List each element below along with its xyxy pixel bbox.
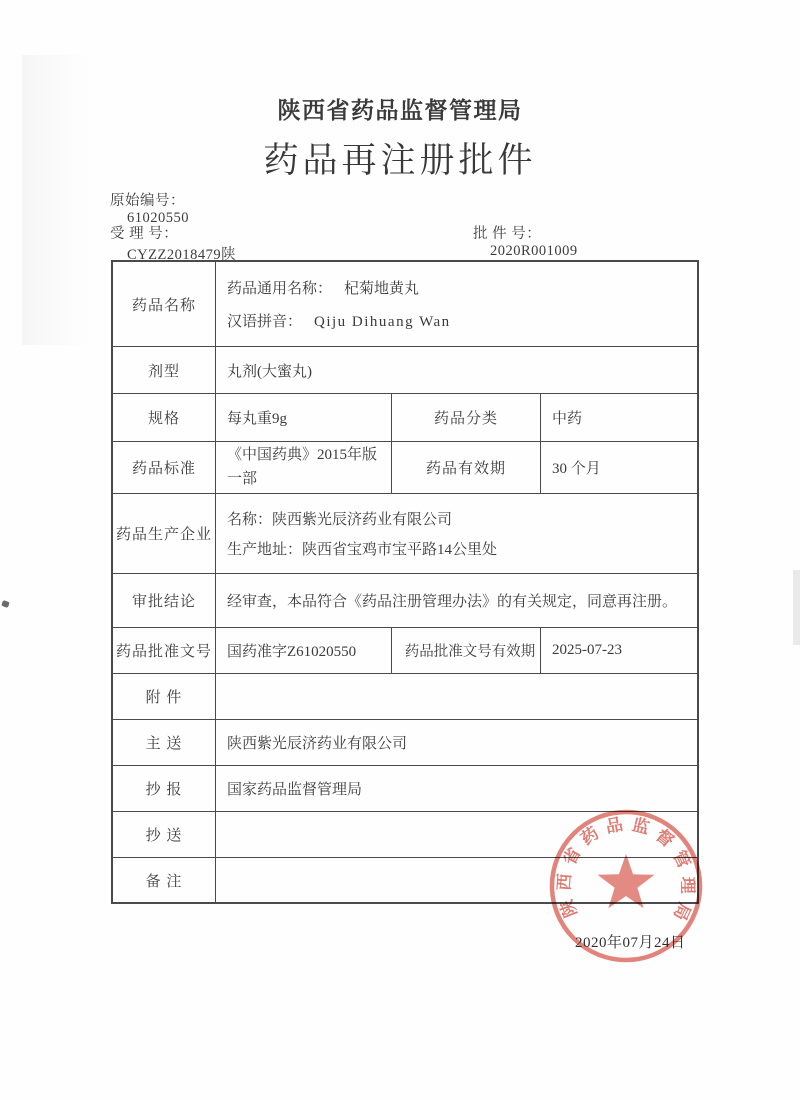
manufacturer-name-line	[227, 508, 452, 529]
pinyin-label: 汉语拼音：	[227, 313, 303, 330]
row-manufacturer-value	[216, 494, 697, 574]
row-approval-validity-label: 药品批准文号有效期	[392, 628, 541, 674]
row-spec-label: 规格	[113, 394, 216, 442]
row-conclusion-label: 审批结论	[113, 574, 216, 628]
row-standard-value	[216, 442, 392, 494]
row-main-send-label: 主 送	[113, 720, 216, 766]
row-copy-report-label: 抄 报	[113, 766, 216, 812]
scan-artifact-right	[793, 570, 800, 645]
row-copy-report-value: 国家药品监督管理局	[216, 766, 697, 812]
row-conclusion-value: 经审查，本品符合《药品注册管理办法》的有关规定，同意再注册。	[216, 574, 697, 628]
acceptance-number-label: 受 理 号：	[110, 226, 179, 242]
doc-title: 药品再注册批件	[263, 141, 537, 180]
generic-name-line	[227, 277, 419, 298]
approval-number-line	[473, 222, 584, 260]
row-main-send-value: 陕西紫光辰济药业有限公司	[216, 720, 697, 766]
pinyin-value: Qiju Dihuang Wan	[314, 313, 451, 330]
manufacturer-address-line	[227, 538, 497, 559]
original-number-value: 61020550	[127, 210, 189, 226]
approval-number-value: 2020R001009	[490, 243, 578, 259]
row-class-value: 中药	[541, 394, 697, 442]
row-spec-value: 每丸重9g	[216, 394, 392, 442]
scan-artifact-speck	[1, 600, 10, 608]
manufacturer-name-value: 陕西紫光辰济药业有限公司	[272, 511, 453, 528]
pinyin-line	[227, 310, 451, 331]
row-dosage-form-label: 剂型	[113, 347, 216, 394]
generic-name-value: 杞菊地黄丸	[344, 281, 420, 298]
row-attachment-value	[216, 674, 697, 720]
issue-date: 2020年07月24日	[575, 935, 686, 951]
official-seal-stamp	[540, 800, 720, 980]
manufacturer-address-value: 陕西省宝鸡市宝平路14公里处	[302, 542, 498, 559]
row-validity-value: 30 个月	[541, 442, 697, 494]
manufacturer-address-label: 生产地址：	[227, 542, 303, 559]
row-standard-label: 药品标准	[113, 442, 216, 494]
row-validity-label: 药品有效期	[392, 442, 541, 494]
acceptance-number-value: CYZZ2018479陕	[127, 247, 237, 263]
seal-text: 陕西省药品监督管理局	[554, 814, 698, 924]
row-drug-name-label: 药品名称	[113, 262, 216, 347]
row-approval-no-value: 国药准字Z61020550	[216, 628, 392, 674]
row-drug-name-value	[216, 262, 697, 347]
approval-number-label: 批 件 号：	[473, 226, 542, 242]
star-icon	[598, 854, 655, 908]
org-title: 陕西省药品监督管理局	[277, 97, 523, 123]
original-number-label: 原始编号：	[110, 193, 185, 209]
row-manufacturer-label: 药品生产企业	[113, 494, 216, 574]
acceptance-number-line	[110, 222, 242, 264]
manufacturer-name-label: 名称：	[227, 511, 273, 528]
standard-text: 《中国药典》2015年版一部	[227, 447, 378, 487]
row-remarks-label: 备 注	[113, 858, 216, 902]
generic-name-label: 药品通用名称：	[227, 281, 333, 298]
row-approval-no-label: 药品批准文号	[113, 628, 216, 674]
row-copy-send-label: 抄 送	[113, 812, 216, 858]
row-dosage-form-value: 丸剂(大蜜丸)	[216, 347, 697, 394]
row-attachment-label: 附 件	[113, 674, 216, 720]
row-approval-validity-value: 2025-07-23	[541, 628, 697, 674]
row-class-label: 药品分类	[392, 394, 541, 442]
